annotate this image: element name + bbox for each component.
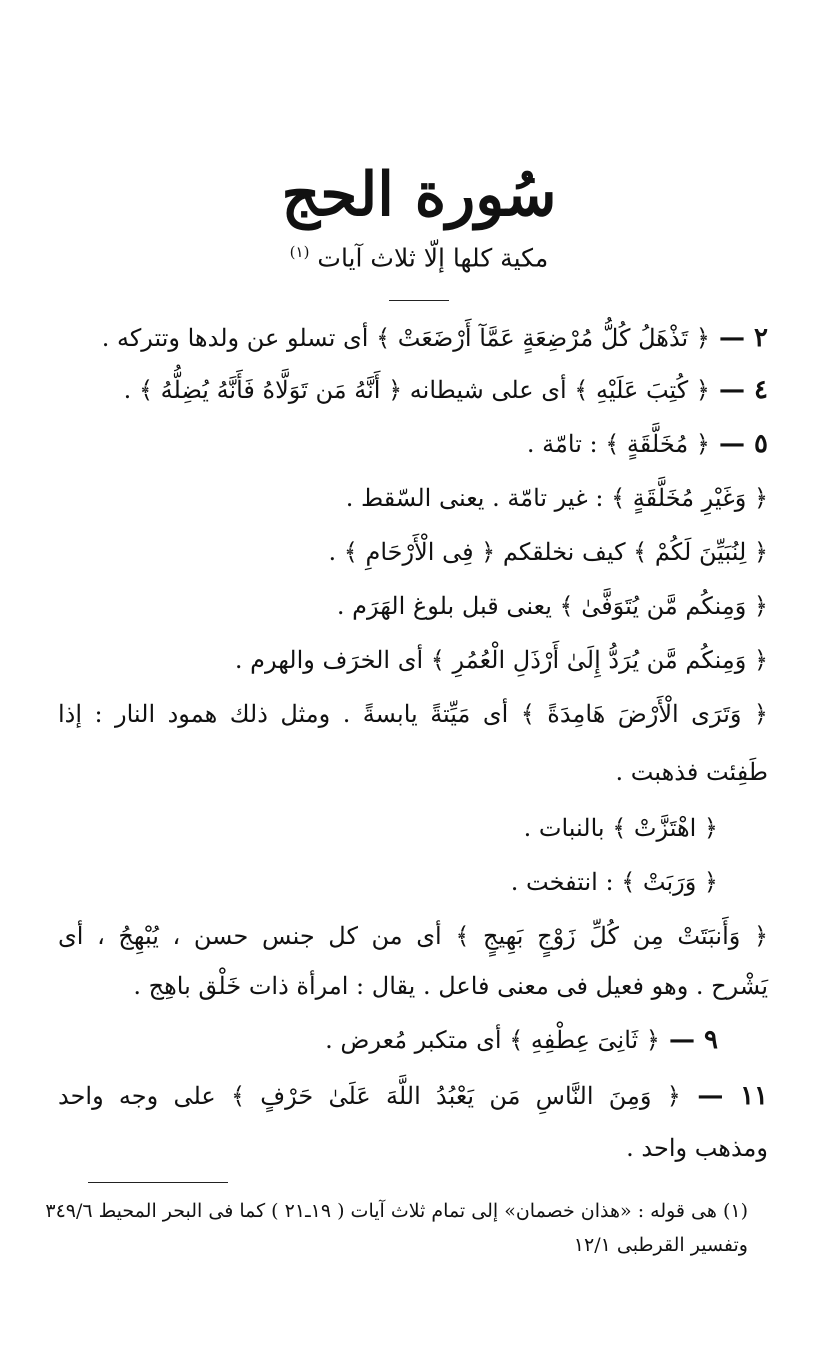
commentary-line	[58, 966, 768, 1006]
commentary-text: أى من كل جنس حسن ، يُبْهِجُ ، أى	[58, 922, 456, 950]
commentary-text: .	[328, 538, 344, 566]
verse-number: ٢ —	[709, 323, 768, 353]
commentary-text: على وجه واحد	[58, 1082, 231, 1110]
commentary-text: .	[123, 376, 139, 404]
commentary-text: ومذهب واحد .	[626, 1134, 768, 1162]
verse-quote: ﴿ ثَانِىَ عِطْفِهِ ﴾	[509, 1026, 660, 1054]
verse-number: ١١ —	[680, 1081, 769, 1111]
commentary-line	[58, 916, 768, 956]
verse-number: ٩ —	[659, 1025, 718, 1055]
verse-quote: ﴿ وَأَنبَتَتْ مِن كُلِّ زَوْجٍ بَهِيجٍ ﴾	[455, 922, 769, 950]
commentary-line	[58, 694, 768, 734]
commentary-text: : تامّة .	[526, 430, 606, 458]
verse-quote: ﴿ وَغَيْرِ مُخَلَّقَةٍ ﴾	[611, 484, 768, 512]
verse-quote: ﴿ وَمِنَ النَّاسِ مَن يَعْبُدُ اللَّهَ عَلَىٰ حَرْفٍ ﴾	[230, 1082, 681, 1110]
commentary-line	[58, 752, 768, 792]
commentary-text: أى مَيِّتةً يابسةً . ومثل ذلك همود النار : إذا	[58, 700, 521, 728]
verse-quote: ﴿ وَمِنكُم مَّن يُتَوَفَّىٰ ﴾	[559, 592, 768, 620]
verse-quote: ﴿ اهْتَزَّتْ ﴾	[612, 814, 718, 842]
verse-quote: ﴿ لِنُبَيِّنَ لَكُمْ ﴾	[633, 538, 768, 566]
footnote-line: (١) هى قوله : «هذان خصمان» إلى تمام ثلاث آيات ( ١٩ـ٢١ ) كما فى البحر المحيط ٣٤٩/٦	[45, 1200, 748, 1222]
commentary-line	[58, 862, 718, 902]
title-divider	[389, 300, 449, 301]
commentary-text: يَشْرح . وهو فعيل فى معنى فاعل . يقال : امرأة ذات خَلْق باهِج .	[133, 972, 768, 1000]
commentary-text: أى على شيطانه	[402, 376, 575, 404]
verse-quote: ﴿ وَرَبَتْ ﴾	[621, 868, 718, 896]
verse-number: ٥ —	[709, 429, 768, 459]
surah-title: سُورة الحج	[281, 160, 557, 230]
commentary-line	[58, 586, 768, 626]
verse-line-9	[58, 1020, 718, 1060]
verse-quote: ﴿ وَتَرَى الْأَرْضَ هَامِدَةً ﴾	[520, 700, 768, 728]
verse-quote: ﴿ مُخَلَّقَةٍ ﴾	[605, 430, 710, 458]
verse-line-4	[58, 370, 768, 410]
surah-subtitle	[0, 232, 838, 278]
commentary-text: أى الخرَف والهرم .	[234, 646, 431, 674]
verse-quote: ﴿ أَنَّهُ مَن تَوَلَّاهُ فَأَنَّهُ يُضِلُّهُ ﴾	[138, 376, 403, 404]
commentary-line	[58, 1128, 768, 1168]
verse-line-11	[58, 1076, 768, 1116]
commentary-text: بالنبات .	[523, 814, 613, 842]
footnote-ref: (١)	[289, 243, 310, 261]
commentary-line	[58, 640, 768, 680]
commentary-line	[58, 532, 768, 572]
verse-number: ٤ —	[709, 375, 768, 405]
commentary-text: طَفِئت فذهبت .	[615, 758, 768, 786]
verse-quote: ﴿ فِى الْأَرْحَامِ ﴾	[343, 538, 496, 566]
verse-quote: ﴿ تَذْهَلُ كُلُّ مُرْضِعَةٍ عَمَّآ أَرْضَعَتْ ﴾	[376, 324, 710, 352]
commentary-text: أى متكبر مُعرض .	[325, 1026, 510, 1054]
footnote-divider	[88, 1182, 228, 1183]
commentary-line	[58, 478, 768, 518]
verse-quote: ﴿ كُتِبَ عَلَيْهِ ﴾	[574, 376, 710, 404]
commentary-text: : غير تامّة . يعنى السّقط .	[345, 484, 612, 512]
verse-line-2	[58, 318, 768, 358]
subtitle-text: مكية كلها إلّا ثلاث آيات	[317, 243, 549, 273]
footnote-line: وتفسير القرطبى ١٢/١	[573, 1234, 748, 1256]
commentary-line	[58, 808, 718, 848]
commentary-text: كيف نخلقكم	[495, 538, 634, 566]
verse-quote: ﴿ وَمِنكُم مَّن يُرَدُّ إِلَىٰ أَرْذَلِ الْعُمُرِ ﴾	[430, 646, 768, 674]
commentary-text: يعنى قبل بلوغ الهَرَم .	[336, 592, 560, 620]
commentary-text: أى تسلو عن ولدها وتتركه .	[101, 324, 377, 352]
commentary-text: : انتفخت .	[510, 868, 622, 896]
verse-line-5	[58, 424, 768, 464]
